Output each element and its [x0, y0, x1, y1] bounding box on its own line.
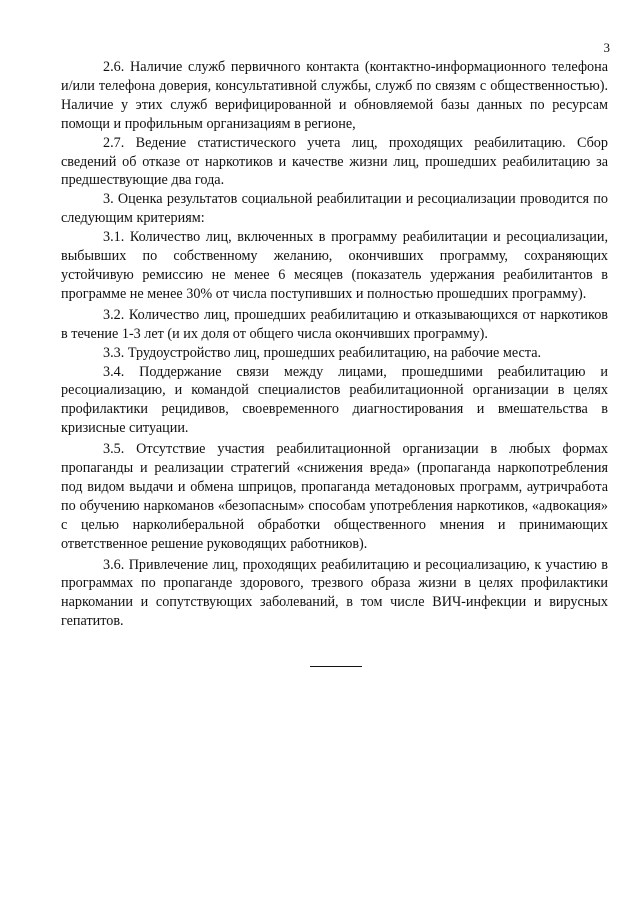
- page-number: 3: [603, 40, 610, 55]
- paragraph-3-5: 3.5. Отсутствие участия реабилитационной организации в любых формах пропаганды и реализации стратегий «снижения вреда» (пропаганда наркопотребления под видом выдачи и обмена шприцов, пропаганда метадоновых программ, аутричработа по обучению наркоманов «безопасным» способам употребления наркотиков, «адвокация» с целью нарколиберальной обработки общественного мнения и принимающих ответственное решение руководящих работников).: [61, 441, 608, 552]
- paragraph-3-6: 3.6. Привлечение лиц, проходящих реабилитацию и ресоциализацию, к участию в программах по пропаганде здорового, трезвого образа жизни в целях профилактики наркомании и сопутствующих заболеваний, в том числе ВИЧ-инфекции и вирусных гепатитов.: [61, 556, 608, 630]
- paragraph-3: 3. Оценка результатов социальной реабилитации и ресоциализации проводится по следующим критериям:: [61, 191, 608, 227]
- paragraph-3-2: 3.2. Количество лиц, прошедших реабилитацию и отказывающихся от наркотиков в течение 1-3 лет (и их доля от общего числа окончивших программу).: [61, 306, 608, 342]
- paragraph-3-3: 3.3. Трудоустройство лиц, прошедших реабилитацию, на рабочие места.: [103, 344, 542, 361]
- end-of-text-divider: [310, 666, 362, 667]
- paragraph-3-4: 3.4. Поддержание связи между лицами, прошедшими реабилитацию и ресоциализацию, и командой специалистов реабилитационной организации в целях профилактики рецидивов, своевременного диагностирования и вмешательства в кризисные ситуации.: [61, 363, 608, 437]
- document-body: [61, 58, 608, 631]
- paragraph-2-7: 2.7. Ведение статистического учета лиц, проходящих реабилитацию. Сбор сведений об отказе от наркотиков и качестве жизни лиц, прошедших реабилитацию за предшествующие два года.: [61, 134, 608, 189]
- paragraph-2-6: 2.6. Наличие служб первичного контакта (контактно-информационного телефона и/или телефона доверия, консультативной службы, служб по связям с общественностью). Наличие у этих служб верифицированной и обновляемой базы данных по ресурсам помощи и профильным организациям в регионе,: [61, 59, 608, 132]
- paragraph-3-1: 3.1. Количество лиц, включенных в программу реабилитации и ресоциализации, выбывших по собственному желанию, окончивших программу, сохраняющих устойчивую ремиссию не менее 6 месяцев (показатель удержания реабилитантов в программе не менее 30% от числа поступивших и полностью прошедших программу).: [61, 229, 608, 302]
